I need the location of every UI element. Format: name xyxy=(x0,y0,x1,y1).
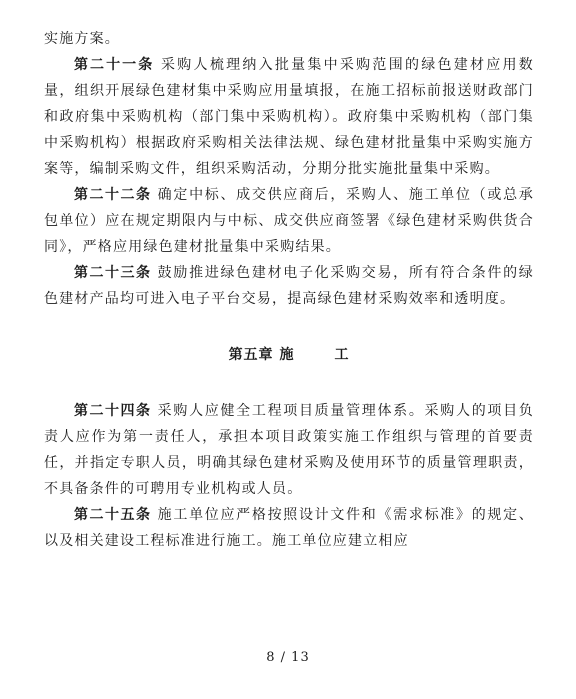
article-24 xyxy=(44,398,534,502)
article-22 xyxy=(44,182,534,260)
article-25 xyxy=(44,502,534,554)
chapter-word-1: 施 xyxy=(279,347,295,363)
article-text: 施工单位应严格按照设计文件和《需求标准》的规定、以及相关建设工程标准进行施工。施工单位应建立相应 xyxy=(44,507,534,549)
article-text: 采购人应健全工程项目质量管理体系。采购人的项目负责人应作为第一责任人，承担本项目政策实施工作组织与管理的首要责任，并指定专职人员，明确其绿色建材采购及使用环节的质量管理职责，不具备条件的可聘用专业机构或人员。 xyxy=(44,403,534,497)
article-text: 鼓励推进绿色建材电子化采购交易，所有符合条件的绿色建材产品均可进入电子平台交易，提高绿色建材采购效率和透明度。 xyxy=(44,265,534,307)
article-text: 采购人梳理纳入批量集中采购范围的绿色建材应用数量，组织开展绿色建材集中采购应用量填报，在施工招标前报送财政部门和政府集中采购机构（部门集中采购机构）。政府集中采购机构（部门集中采购机构）根据政府采购相关法律法规、绿色建材批量集中采购实施方案等，编制采购文件，组织采购活动，分期分批实施批量集中采购。 xyxy=(44,57,534,177)
document-body xyxy=(44,26,534,554)
chapter-word-2: 工 xyxy=(334,347,350,363)
article-label: 第二十五条 xyxy=(74,507,152,523)
article-text: 确定中标、成交供应商后，采购人、施工单位（或总承包单位）应在规定期限内与中标、成交供应商签署《绿色建材采购供货合同》，严格应用绿色建材批量集中采购结果。 xyxy=(44,187,534,255)
article-label: 第二十二条 xyxy=(74,187,152,203)
article-label: 第二十一条 xyxy=(74,57,155,73)
article-label: 第二十三条 xyxy=(74,265,152,281)
article-label: 第二十四条 xyxy=(74,403,152,419)
article-21 xyxy=(44,52,534,182)
page-number: 8 / 13 xyxy=(266,650,310,665)
chapter-heading xyxy=(44,343,534,367)
lead-text: 实施方案。 xyxy=(44,31,120,47)
chapter-prefix: 第五章 xyxy=(228,347,274,363)
article-23 xyxy=(44,260,534,312)
